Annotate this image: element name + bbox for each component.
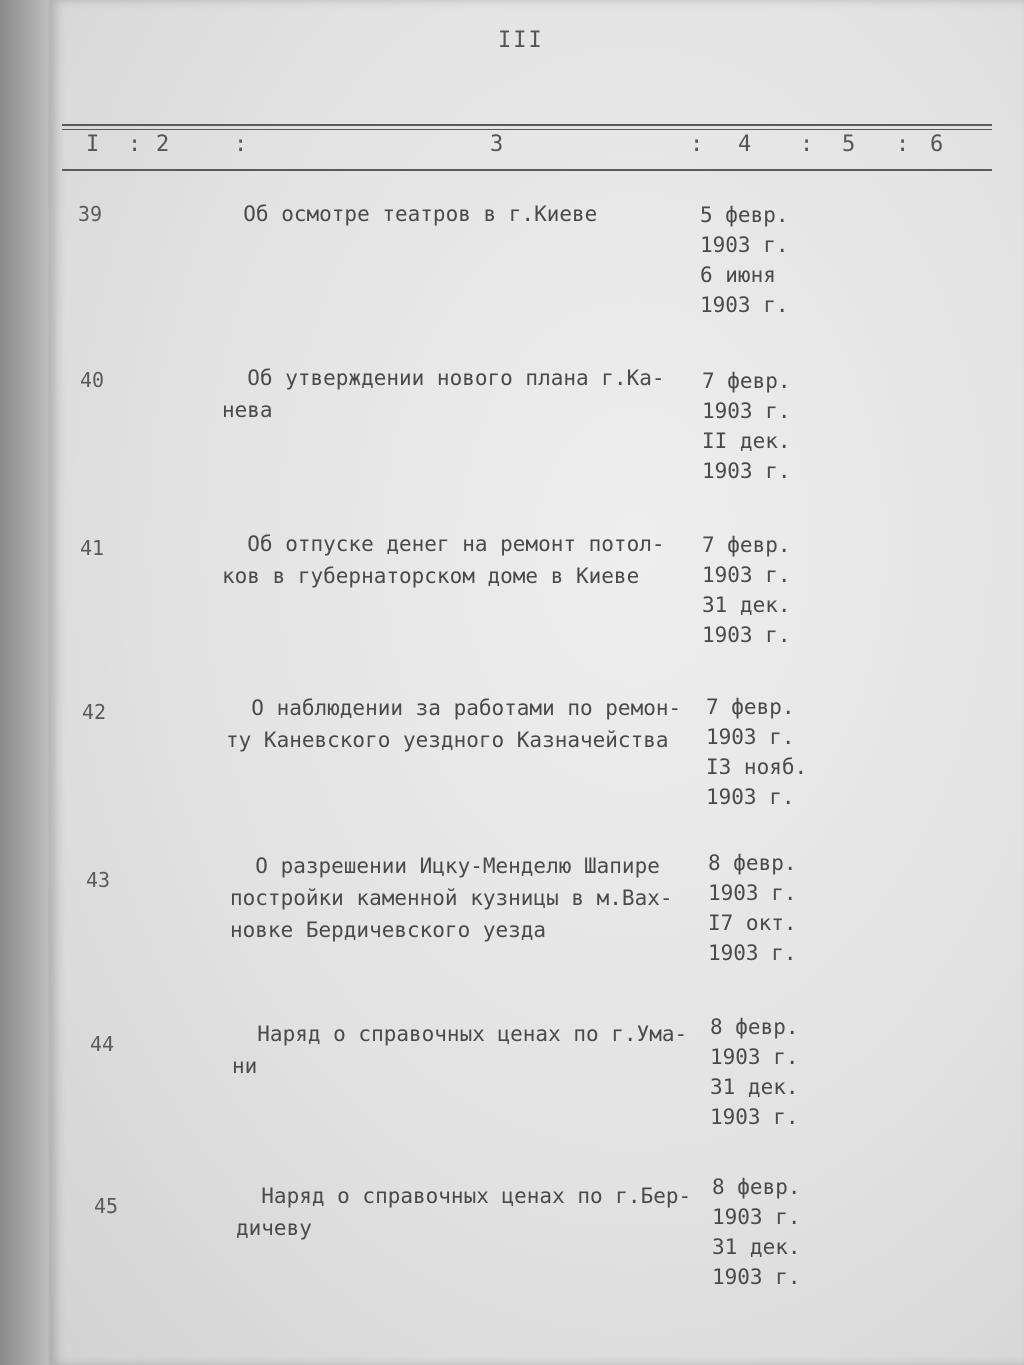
table-top-rule-thin <box>62 129 992 130</box>
entry-dates: 7 февр. 1903 г. II дек. 1903 г. <box>702 369 791 483</box>
column-header-2: 2 <box>156 132 170 157</box>
entry-title: Об отпуске денег на ремонт потол- ков в губернаторском доме в Киеве <box>222 532 665 588</box>
entry-title: Наряд о справочных ценах по г.Бер- дичеву <box>236 1184 692 1240</box>
column-header-1: I <box>86 132 100 157</box>
book-binding <box>0 0 56 1365</box>
column-header-6: 6 <box>930 132 944 157</box>
table-header-bottom-rule <box>62 169 992 171</box>
entry-dates: 8 февр. 1903 г. I7 окт. 1903 г. <box>708 851 797 965</box>
column-separator: : <box>128 132 142 157</box>
column-header-5: 5 <box>842 132 856 157</box>
entry-dates: 8 февр. 1903 г. 31 дек. 1903 г. <box>710 1015 799 1129</box>
entry-title: Об утверждении нового плана г.Ка- нева <box>222 366 665 422</box>
entry-dates: 8 февр. 1903 г. 31 дек. 1903 г. <box>712 1175 801 1289</box>
entry-dates: 5 февр. 1903 г. 6 июня 1903 г. <box>700 203 789 317</box>
entry-dates: 7 февр. 1903 г. 31 дек. 1903 г. <box>702 533 791 647</box>
column-header-4: 4 <box>738 132 752 157</box>
entry-number: 42 <box>82 700 107 724</box>
entry-dates: 7 февр. 1903 г. I3 нояб. 1903 г. <box>706 695 808 809</box>
entry-title: Наряд о справочных ценах по г.Ума- ни <box>232 1022 688 1078</box>
entry-title: Об осмотре театров в г.Киеве <box>218 202 598 226</box>
table-top-rule <box>62 124 992 126</box>
page-number: III <box>498 28 544 53</box>
column-separator: : <box>690 132 704 157</box>
entry-number: 43 <box>86 868 111 892</box>
column-separator: : <box>234 132 248 157</box>
entry-number: 41 <box>80 536 105 560</box>
entry-number: 45 <box>94 1194 119 1218</box>
entry-number: 39 <box>78 202 103 226</box>
entry-title: О разрешении Ицку-Менделю Шапире постройки каменной кузницы в м.Вах- новке Бердичевского уезда <box>230 854 673 942</box>
column-separator: : <box>896 132 910 157</box>
entry-number: 40 <box>80 368 105 392</box>
column-separator: : <box>800 132 814 157</box>
entry-title: О наблюдении за работами по ремон- ту Каневского уездного Казначейства <box>226 696 682 752</box>
column-header-3: 3 <box>490 132 504 157</box>
entry-number: 44 <box>90 1032 115 1056</box>
